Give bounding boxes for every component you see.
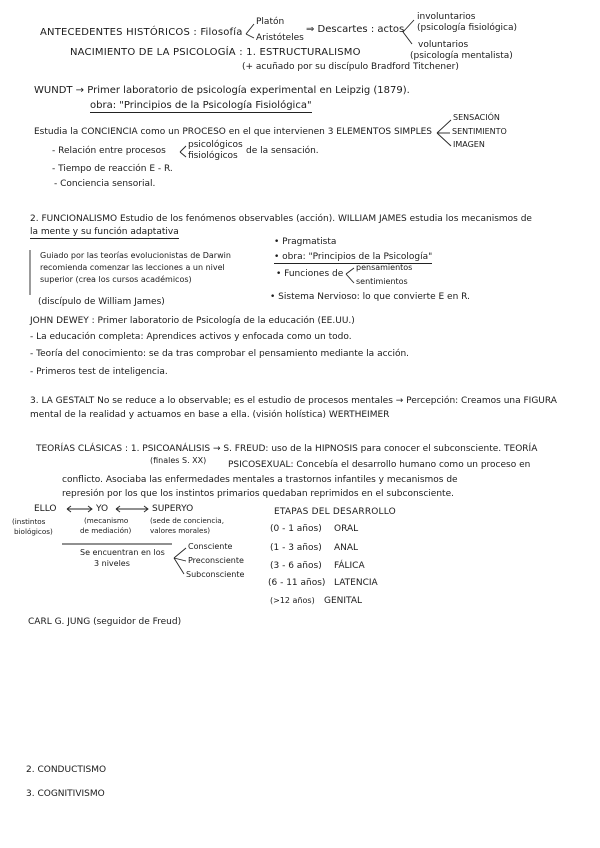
conductismo-heading: 2. CONDUCTISMO [26,765,107,775]
platon-label: Platón [256,17,285,27]
etapa-name: LATENCIA [334,578,378,588]
etapas-title: ETAPAS DEL DESARROLLO [274,507,396,517]
branch-aristoteles-line [246,34,254,38]
imagen-label: IMAGEN [453,140,485,149]
funcionalismo-heading: 2. FUNCIONALISMO Estudio de los fenómenos observables (acción). WILLIAM JAMES estudia los mecanismos de [30,214,532,224]
educacion-item: - La educación completa: Aprendices activos y enfocada como un todo. [30,332,352,342]
branch-fisiologicos-line [180,152,186,157]
se-encuentran-label: Se encuentran en los [80,548,165,557]
pensamientos-label: pensamientos [356,263,413,272]
jung-line: CARL G. JUNG (seguidor de Freud) [28,617,182,627]
branch-consciente-line [174,548,186,558]
branch-psicologicos-line [180,146,186,152]
consciente-label: Consciente [188,542,233,551]
mecanismo-label: (mecanismo [84,516,129,525]
yo-label: YO [96,504,109,514]
etapa-age: (0 - 1 años) [270,524,322,534]
etapa-name: FÁLICA [334,561,365,571]
etapa-name: GENITAL [324,596,363,606]
sistema-item: • Sistema Nervioso: lo que convierte E en R. [270,292,470,302]
nacimiento-heading: NACIMIENTO DE LA PSICOLOGÍA : 1. ESTRUCTURALISMO [70,47,361,58]
etapa-age: (3 - 6 años) [270,561,322,571]
descartes-label: ⇒ Descartes : actos [306,24,405,35]
branch-pensamientos-line [346,268,354,274]
valores-label: valores morales) [150,526,211,535]
etapa-name: ORAL [334,524,359,534]
gestalt-heading: 3. LA GESTALT No se reduce a lo observable; es el estudio de procesos mentales → Percepción: Creamos una FIGURA [30,396,557,406]
voluntarios-label: voluntarios [418,40,469,50]
tiempo-item: - Tiempo de reacción E - R. [52,164,173,174]
antecedentes-heading: ANTECEDENTES HISTÓRICOS : Filosofía [40,27,243,38]
niveles-label: 3 niveles [94,559,130,568]
estudia-line: Estudia la CONCIENCIA como un PROCESO en el que intervienen 3 ELEMENTOS SIMPLES [34,127,432,137]
clasicas-line3: conflicto. Asociaba las enfermedades mentales a trastornos infantiles y mecanismos de [62,475,458,485]
branch-voluntarios-line [403,32,412,44]
clasicas-heading: TEORÍAS CLÁSICAS : 1. PSICOANÁLISIS → S. FREUD: uso de la HIPNOSIS para conocer el subconsciente. TEORÍA [36,444,538,454]
funcionalismo-line2: la mente y su función adaptativa [30,227,179,237]
etapa-name: ANAL [334,543,359,553]
branch-imagen-line [437,133,451,146]
mediacion-label: de mediación) [80,526,132,535]
wundt-obra: obra: "Principios de la Psicología Fisiológica" [90,100,312,111]
etapa-age: (>12 años) [270,596,315,605]
clasicas-line4: represión por los que los instintos primarios quedaban reprimidos en el subconsciente. [62,489,454,499]
psicosexual-line: PSICOSEXUAL: Concebía el desarrollo humano como un proceso en [228,460,531,470]
branch-preconsciente-line [174,558,186,561]
test-item: - Primeros test de inteligencia. [30,367,168,377]
conciencia-item: - Conciencia sensorial. [54,179,156,189]
sentimientos-label: sentimientos [356,277,408,286]
instintos-label: (instintos [12,517,46,526]
relacion-item: - Relación entre procesos [52,146,166,156]
superyo-label: SUPERYO [152,504,194,514]
funciones-item: • Funciones de [276,269,344,279]
branch-sentimientos-line [346,274,354,283]
finales-label: (finales S. XX) [150,456,207,465]
aristoteles-label: Aristóteles [256,33,304,43]
involuntarios-paren: (psicología fisiológica) [417,23,518,33]
cognitivismo-heading: 3. COGNITIVISMO [26,789,105,799]
sede-label: (sede de conciencia, [150,516,224,525]
biologicos-label: biológicos) [14,527,53,536]
obra-item: • obra: "Principios de la Psicología" [274,252,433,262]
fisiologicos-label: fisiológicos [188,151,238,161]
sentimiento-label: SENTIMIENTO [452,127,507,136]
wundt-line: WUNDT → Primer laboratorio de psicología experimental en Leipzig (1879). [34,85,410,96]
involuntarios-label: involuntarios [417,12,476,22]
branch-sensacion-line [437,120,451,133]
guiado-line1: Guiado por las teorías evolucionistas de Darwin [40,251,231,260]
branch-subconsciente-line [174,558,184,574]
guiado-line3: superior (crea los cursos académicos) [40,275,192,284]
etapa-age: (6 - 11 años) [268,578,326,588]
gestalt-line2: mental de la realidad y actuamos en base a ella. (visión holística) WERTHEIMER [30,410,390,420]
subconsciente-label: Subconsciente [186,570,245,579]
nacimiento-note: (+ acuñado por su discípulo Bradford Titchener) [242,62,459,72]
psicologicos-label: psicológicos [188,140,243,150]
sensacion-label: SENSACIÓN [453,113,500,122]
pragmatista-item: • Pragmatista [274,237,337,247]
discipulo-label: (discípulo de William James) [38,297,165,307]
guiado-line2: recomienda comenzar las lecciones a un nivel [40,263,225,272]
branch-involuntarios-line [403,20,414,32]
teoria-item: - Teoría del conocimiento: se da tras comprobar el pensamiento mediante la acción. [30,349,410,359]
dewey-line: JOHN DEWEY : Primer laboratorio de Psicología de la educación (EE.UU.) [30,316,355,326]
etapa-age: (1 - 3 años) [270,543,322,553]
voluntarios-paren: (psicología mentalista) [410,51,513,61]
preconsciente-label: Preconsciente [188,556,244,565]
branch-platon-line [246,24,254,34]
de-sensacion-label: de la sensación. [246,146,319,156]
ello-label: ELLO [34,504,57,514]
